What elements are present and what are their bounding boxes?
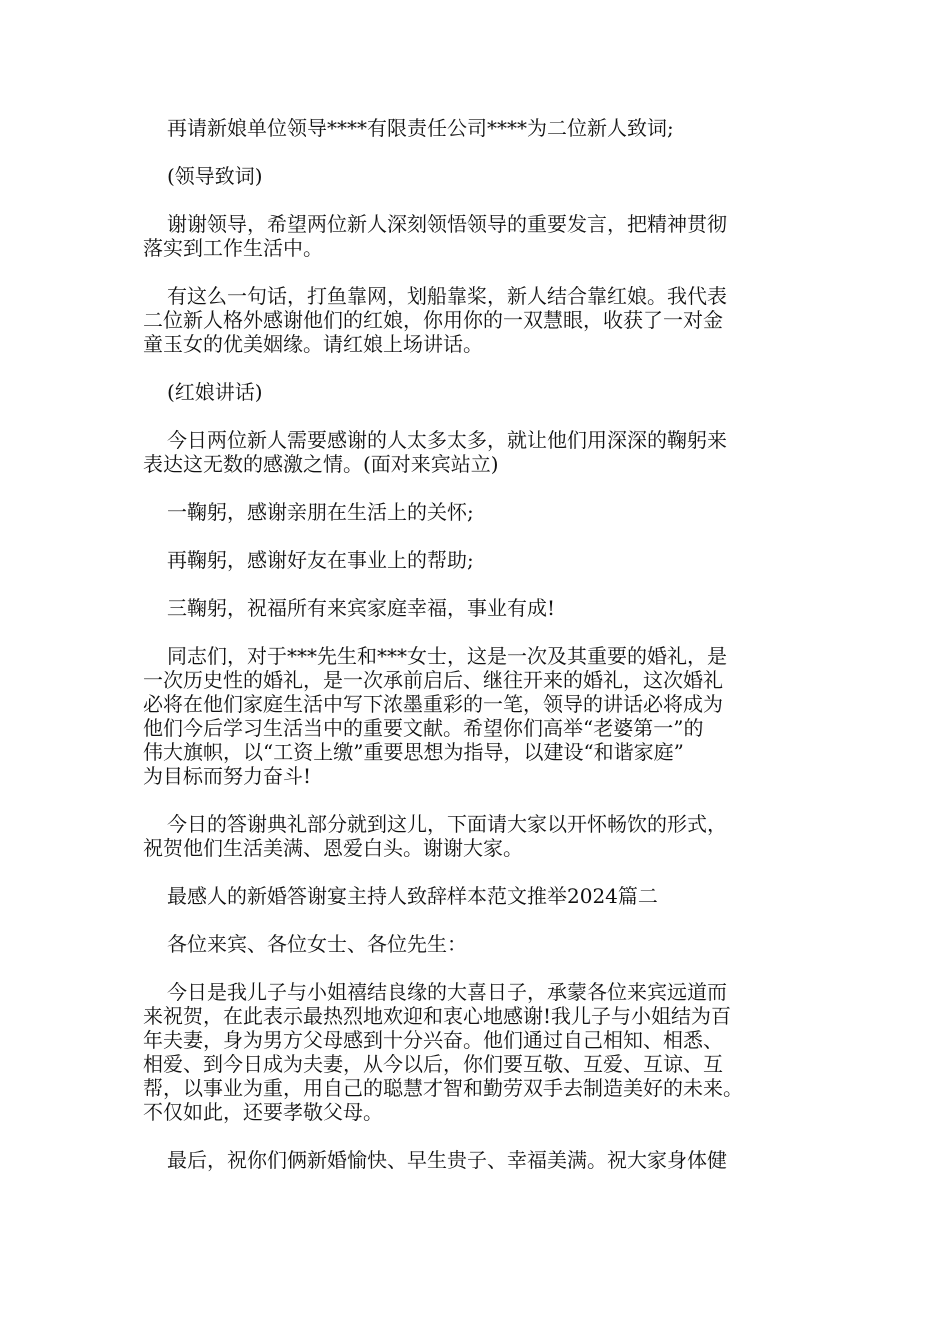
paragraph-line: 来祝贺，在此表示最热烈地欢迎和衷心地感谢!我儿子与小姐结为百 [143,1004,732,1028]
paragraph-line: 伟大旗帜，以“工资上缴”重要思想为指导，以建设“和谐家庭” [143,740,684,764]
paragraph-line: 有这么一句话，打鱼靠网，划船靠桨，新人结合靠红娘。我代表 [167,284,727,308]
paragraph [143,380,823,404]
paragraph [143,884,823,908]
paragraph-line: 帮，以事业为重，用自己的聪慧才智和勤劳双手去制造美好的未来。 [143,1076,743,1100]
paragraph [143,212,823,260]
paragraph [143,644,823,788]
paragraph-line: 谢谢领导，希望两位新人深刻领悟领导的重要发言，把精神贯彻 [167,212,727,236]
paragraph [143,812,823,860]
paragraph-line: 今日的答谢典礼部分就到这儿，下面请大家以开怀畅饮的形式， [167,812,727,836]
paragraph-line: 今日是我儿子与小姐禧结良缘的大喜日子，承蒙各位来宾远道而 [167,980,727,1004]
paragraph [143,284,823,356]
paragraph-line: 年夫妻，身为男方父母感到十分兴奋。他们通过自己相知、相悉、 [143,1028,723,1052]
paragraph-line: 二位新人格外感谢他们的红娘，你用你的一双慧眼，收获了一对金 [143,308,723,332]
paragraph-line: 必将在他们家庭生活中写下浓墨重彩的一笔，领导的讲话必将成为 [143,692,723,716]
paragraph-line: 相爱、到今日成为夫妻，从今以后，你们要互敬、互爱、互谅、互 [143,1052,723,1076]
paragraph-line: 一次历史性的婚礼，是一次承前启后、继往开来的婚礼，这次婚礼 [143,668,723,692]
paragraph-line: 表达这无数的感激之情。(面对来宾站立) [143,452,499,476]
paragraph [143,428,823,476]
paragraph-line: 再请新娘单位领导****有限责任公司****为二位新人致词; [167,116,674,140]
paragraph-line: 三鞠躬，祝福所有来宾家庭幸福，事业有成! [167,596,556,620]
paragraph [143,164,823,188]
paragraph-line: 一鞠躬，感谢亲朋在生活上的关怀; [167,500,474,524]
paragraph [143,932,823,956]
paragraph [143,1148,823,1172]
paragraph-line: 今日两位新人需要感谢的人太多太多，就让他们用深深的鞠躬来 [167,428,727,452]
paragraph-line: 童玉女的优美姻缘。请红娘上场讲话。 [143,332,483,356]
paragraph [143,548,823,572]
paragraph [143,500,823,524]
paragraph-line: (领导致词) [167,164,263,188]
paragraph-line: 祝贺他们生活美满、恩爱白头。谢谢大家。 [143,836,523,860]
paragraph [143,116,823,140]
paragraph-line: 各位来宾、各位女士、各位先生： [167,932,467,956]
paragraph-line: 再鞠躬，感谢好友在事业上的帮助; [167,548,474,572]
paragraph-line: 最后，祝你们俩新婚愉快、早生贵子、幸福美满。祝大家身体健 [167,1148,727,1172]
paragraph [143,596,823,620]
paragraph-line: (红娘讲话) [167,380,263,404]
paragraph-line: 落实到工作生活中。 [143,236,323,260]
paragraph-line: 最感人的新婚答谢宴主持人致辞样本范文推举2024篇二 [167,884,658,908]
paragraph [143,980,823,1124]
paragraph-line: 不仅如此，还要孝敬父母。 [143,1100,383,1124]
paragraph-line: 同志们，对于***先生和***女士，这是一次及其重要的婚礼，是 [167,644,727,668]
document-body [143,116,823,1196]
paragraph-line: 为目标而努力奋斗! [143,764,312,788]
paragraph-line: 他们今后学习生活当中的重要文献。希望你们高举“老婆第一”的 [143,716,704,740]
